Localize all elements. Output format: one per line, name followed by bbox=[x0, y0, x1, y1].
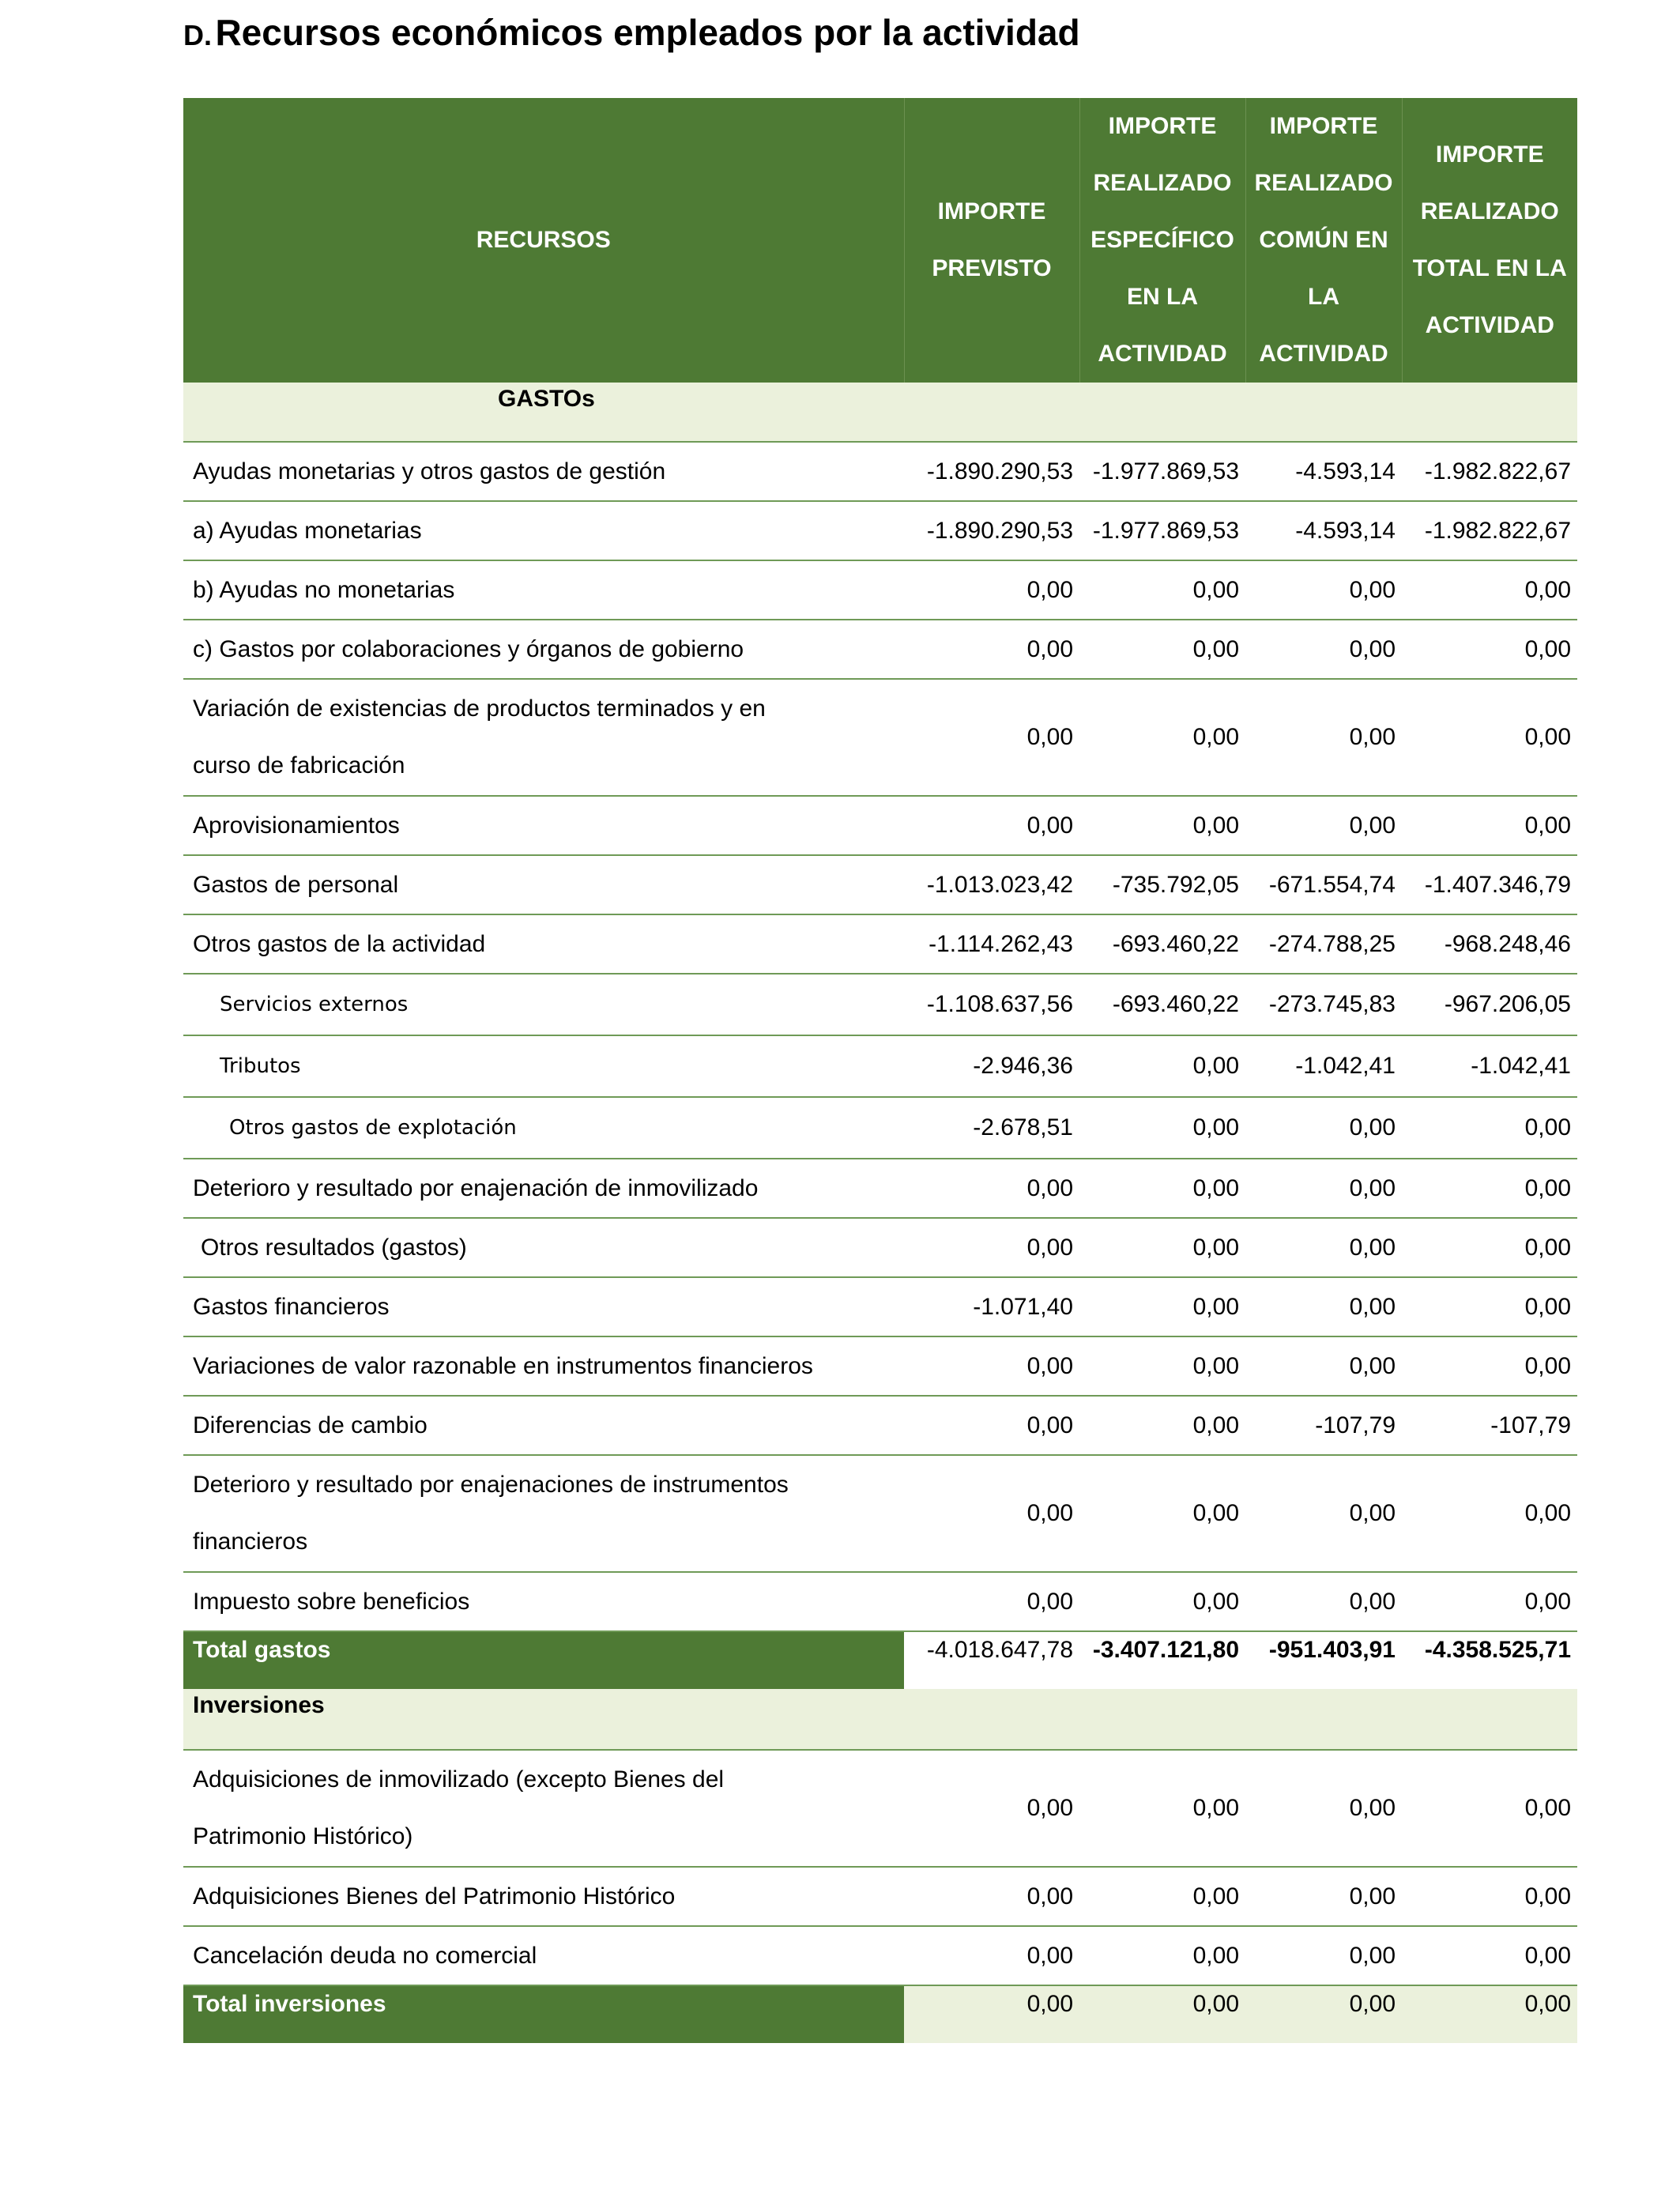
cell-previsto: -1.071,40 bbox=[904, 1277, 1079, 1336]
cell-comun: -273.745,83 bbox=[1245, 974, 1402, 1035]
cell-especifico: 0,00 bbox=[1079, 1336, 1245, 1396]
cell-previsto: 0,00 bbox=[904, 796, 1079, 855]
total-inversiones-row bbox=[183, 1985, 1577, 2043]
cell-total: 0,00 bbox=[1402, 1159, 1577, 1218]
table-row bbox=[183, 1455, 1577, 1572]
cell-previsto: -2.678,51 bbox=[904, 1097, 1079, 1159]
table-row bbox=[183, 442, 1577, 501]
cell-especifico: 0,00 bbox=[1079, 1277, 1245, 1336]
table-row bbox=[183, 855, 1577, 914]
cell-previsto: 0,00 bbox=[904, 620, 1079, 679]
cell-especifico: 0,00 bbox=[1079, 1455, 1245, 1572]
table-row bbox=[183, 1926, 1577, 1985]
cell-comun: -1.042,41 bbox=[1245, 1035, 1402, 1097]
cell-previsto: 0,00 bbox=[904, 1336, 1079, 1396]
section-title: Recursos económicos empleados por la actividad bbox=[215, 12, 1080, 53]
row-label: Variaciones de valor razonable en instrumentos financieros bbox=[183, 1336, 904, 1396]
cell-especifico: 0,00 bbox=[1079, 1396, 1245, 1455]
section-heading bbox=[183, 11, 1080, 54]
cell-previsto: -2.946,36 bbox=[904, 1035, 1079, 1097]
table-row bbox=[183, 1396, 1577, 1455]
row-label: Diferencias de cambio bbox=[183, 1396, 904, 1455]
row-label-line: curso de fabricación bbox=[193, 752, 405, 778]
row-label: Otros gastos de la actividad bbox=[183, 914, 904, 974]
cell-comun: -107,79 bbox=[1245, 1396, 1402, 1455]
row-label-line: Deterioro y resultado por enajenaciones de instrumentos bbox=[193, 1472, 789, 1498]
total-gastos-row bbox=[183, 1631, 1577, 1689]
table-header bbox=[183, 98, 1577, 383]
table-row bbox=[183, 501, 1577, 560]
cell-total: 0,00 bbox=[1402, 1336, 1577, 1396]
cell-especifico: -693.460,22 bbox=[1079, 914, 1245, 974]
cell-previsto: -1.114.262,43 bbox=[904, 914, 1079, 974]
row-label: Deterioro y resultado por enajenación de inmovilizado bbox=[183, 1159, 904, 1218]
row-label: Otros gastos de explotación bbox=[183, 1097, 904, 1159]
cell-comun: 0,00 bbox=[1245, 1218, 1402, 1277]
gastos-section-header bbox=[183, 383, 1577, 442]
cell-comun: 0,00 bbox=[1245, 620, 1402, 679]
cell-especifico: -3.407.121,80 bbox=[1092, 1637, 1239, 1663]
table-row bbox=[183, 1097, 1577, 1159]
row-label-line: Patrimonio Histórico) bbox=[193, 1823, 413, 1849]
cell-total: -1.042,41 bbox=[1402, 1035, 1577, 1097]
cell-especifico: 0,00 bbox=[1079, 620, 1245, 679]
cell-comun: 0,00 bbox=[1245, 560, 1402, 620]
row-label: Aprovisionamientos bbox=[183, 796, 904, 855]
cell-especifico: 0,00 bbox=[1079, 1035, 1245, 1097]
table-row bbox=[183, 1572, 1577, 1631]
cell-especifico: 0,00 bbox=[1079, 1985, 1245, 2043]
table-row bbox=[183, 620, 1577, 679]
table-row bbox=[183, 560, 1577, 620]
cell-total: 0,00 bbox=[1402, 1455, 1577, 1572]
cell-previsto: 0,00 bbox=[904, 1455, 1079, 1572]
cell-especifico: 0,00 bbox=[1079, 560, 1245, 620]
cell-total: -1.982.822,67 bbox=[1402, 501, 1577, 560]
cell-previsto: 0,00 bbox=[904, 1396, 1079, 1455]
col-header-importe-previsto: IMPORTE PREVISTO bbox=[904, 98, 1079, 383]
cell-total: 0,00 bbox=[1402, 1572, 1577, 1631]
cell-especifico: 0,00 bbox=[1079, 796, 1245, 855]
row-label: Adquisiciones Bienes del Patrimonio Histórico bbox=[183, 1867, 904, 1926]
cell-total: 0,00 bbox=[1402, 1985, 1577, 2043]
row-label: Tributos bbox=[183, 1035, 904, 1097]
cell-comun: 0,00 bbox=[1245, 1277, 1402, 1336]
cell-especifico: 0,00 bbox=[1079, 1867, 1245, 1926]
row-label: Gastos de personal bbox=[183, 855, 904, 914]
cell-especifico: 0,00 bbox=[1079, 1097, 1245, 1159]
row-label: Impuesto sobre beneficios bbox=[183, 1572, 904, 1631]
cell-comun: 0,00 bbox=[1245, 1455, 1402, 1572]
col-header-recursos: RECURSOS bbox=[183, 98, 904, 383]
row-label: Cancelación deuda no comercial bbox=[183, 1926, 904, 1985]
cell-total: -1.407.346,79 bbox=[1402, 855, 1577, 914]
row-label bbox=[183, 679, 904, 796]
cell-total: -4.358.525,71 bbox=[1424, 1637, 1571, 1663]
cell-total: 0,00 bbox=[1402, 1277, 1577, 1336]
cell-comun: -4.593,14 bbox=[1245, 442, 1402, 501]
cell-especifico: 0,00 bbox=[1079, 1926, 1245, 1985]
cell-especifico: 0,00 bbox=[1079, 1750, 1245, 1867]
table-row bbox=[183, 1035, 1577, 1097]
table-row bbox=[183, 679, 1577, 796]
cell-especifico: 0,00 bbox=[1079, 1572, 1245, 1631]
cell-previsto: -1.108.637,56 bbox=[904, 974, 1079, 1035]
cell-comun: 0,00 bbox=[1245, 1572, 1402, 1631]
table-row bbox=[183, 974, 1577, 1035]
cell-especifico: 0,00 bbox=[1079, 1159, 1245, 1218]
cell-comun: 0,00 bbox=[1245, 1926, 1402, 1985]
cell-comun: 0,00 bbox=[1245, 1097, 1402, 1159]
cell-total: 0,00 bbox=[1402, 620, 1577, 679]
col-header-realizado-comun: IMPORTE REALIZADO COMÚN EN LA ACTIVIDAD bbox=[1245, 98, 1402, 383]
cell-total: 0,00 bbox=[1402, 1926, 1577, 1985]
cell-comun: -951.403,91 bbox=[1268, 1637, 1396, 1663]
table-row bbox=[183, 1218, 1577, 1277]
cell-previsto: 0,00 bbox=[904, 1985, 1079, 2043]
table-row bbox=[183, 1159, 1577, 1218]
cell-previsto: -1.890.290,53 bbox=[904, 501, 1079, 560]
table-row bbox=[183, 1277, 1577, 1336]
cell-total: 0,00 bbox=[1402, 1750, 1577, 1867]
row-label: a) Ayudas monetarias bbox=[183, 501, 904, 560]
cell-comun: 0,00 bbox=[1245, 1159, 1402, 1218]
cell-total: 0,00 bbox=[1402, 679, 1577, 796]
cell-especifico: -1.977.869,53 bbox=[1079, 501, 1245, 560]
gastos-header-label: GASTOs bbox=[183, 383, 904, 442]
cell-comun: 0,00 bbox=[1245, 796, 1402, 855]
cell-especifico: -1.977.869,53 bbox=[1079, 442, 1245, 501]
cell-total: -967.206,05 bbox=[1402, 974, 1577, 1035]
row-label: Ayudas monetarias y otros gastos de gestión bbox=[183, 442, 904, 501]
cell-total: 0,00 bbox=[1402, 1218, 1577, 1277]
total-gastos-label: Total gastos bbox=[183, 1631, 904, 1689]
row-label-line: Variación de existencias de productos terminados y en bbox=[193, 696, 766, 722]
cell-especifico: 0,00 bbox=[1079, 679, 1245, 796]
resources-table bbox=[183, 98, 1577, 2043]
table-row bbox=[183, 1336, 1577, 1396]
cell-especifico: 0,00 bbox=[1079, 1218, 1245, 1277]
cell-total: 0,00 bbox=[1402, 560, 1577, 620]
cell-previsto: 0,00 bbox=[904, 679, 1079, 796]
cell-comun: -4.593,14 bbox=[1245, 501, 1402, 560]
table-row bbox=[183, 914, 1577, 974]
row-label bbox=[183, 1455, 904, 1572]
inversiones-section-header bbox=[183, 1689, 1577, 1750]
cell-previsto: 0,00 bbox=[904, 1159, 1079, 1218]
total-inversiones-label: Total inversiones bbox=[183, 1985, 904, 2043]
table-row bbox=[183, 796, 1577, 855]
cell-total: -968.248,46 bbox=[1402, 914, 1577, 974]
row-label: Servicios externos bbox=[183, 974, 904, 1035]
cell-comun: 0,00 bbox=[1245, 1750, 1402, 1867]
cell-previsto: -1.890.290,53 bbox=[904, 442, 1079, 501]
cell-total: -107,79 bbox=[1402, 1396, 1577, 1455]
cell-comun: 0,00 bbox=[1245, 1867, 1402, 1926]
col-header-realizado-total: IMPORTE REALIZADO TOTAL EN LA ACTIVIDAD bbox=[1402, 98, 1577, 383]
row-label: b) Ayudas no monetarias bbox=[183, 560, 904, 620]
cell-especifico: -735.792,05 bbox=[1079, 855, 1245, 914]
row-label: Gastos financieros bbox=[183, 1277, 904, 1336]
cell-total: 0,00 bbox=[1402, 1097, 1577, 1159]
cell-total: -1.982.822,67 bbox=[1402, 442, 1577, 501]
section-letter: D. bbox=[183, 19, 212, 51]
table-row bbox=[183, 1750, 1577, 1867]
cell-previsto: 0,00 bbox=[904, 1867, 1079, 1926]
table-row bbox=[183, 1867, 1577, 1926]
cell-comun: -671.554,74 bbox=[1245, 855, 1402, 914]
cell-total: 0,00 bbox=[1402, 796, 1577, 855]
cell-previsto: -1.013.023,42 bbox=[904, 855, 1079, 914]
cell-previsto: 0,00 bbox=[904, 1750, 1079, 1867]
row-label: c) Gastos por colaboraciones y órganos de gobierno bbox=[183, 620, 904, 679]
cell-comun: 0,00 bbox=[1245, 1336, 1402, 1396]
cell-comun: -274.788,25 bbox=[1245, 914, 1402, 974]
cell-previsto: 0,00 bbox=[904, 1218, 1079, 1277]
cell-comun: 0,00 bbox=[1245, 1985, 1402, 2043]
cell-previsto: 0,00 bbox=[904, 1926, 1079, 1985]
cell-previsto: 0,00 bbox=[904, 1572, 1079, 1631]
inversiones-header-label: Inversiones bbox=[183, 1689, 904, 1750]
cell-previsto: 0,00 bbox=[904, 560, 1079, 620]
cell-previsto: -4.018.647,78 bbox=[926, 1637, 1073, 1663]
row-label: Otros resultados (gastos) bbox=[183, 1218, 904, 1277]
row-label-line: Adquisiciones de inmovilizado (excepto Bienes del bbox=[193, 1766, 725, 1793]
row-label-line: financieros bbox=[193, 1529, 308, 1555]
row-label bbox=[183, 1750, 904, 1867]
cell-total: 0,00 bbox=[1402, 1867, 1577, 1926]
cell-comun: 0,00 bbox=[1245, 679, 1402, 796]
col-header-realizado-especifico: IMPORTE REALIZADO ESPECÍFICO EN LA ACTIVIDAD bbox=[1079, 98, 1245, 383]
cell-especifico: -693.460,22 bbox=[1079, 974, 1245, 1035]
